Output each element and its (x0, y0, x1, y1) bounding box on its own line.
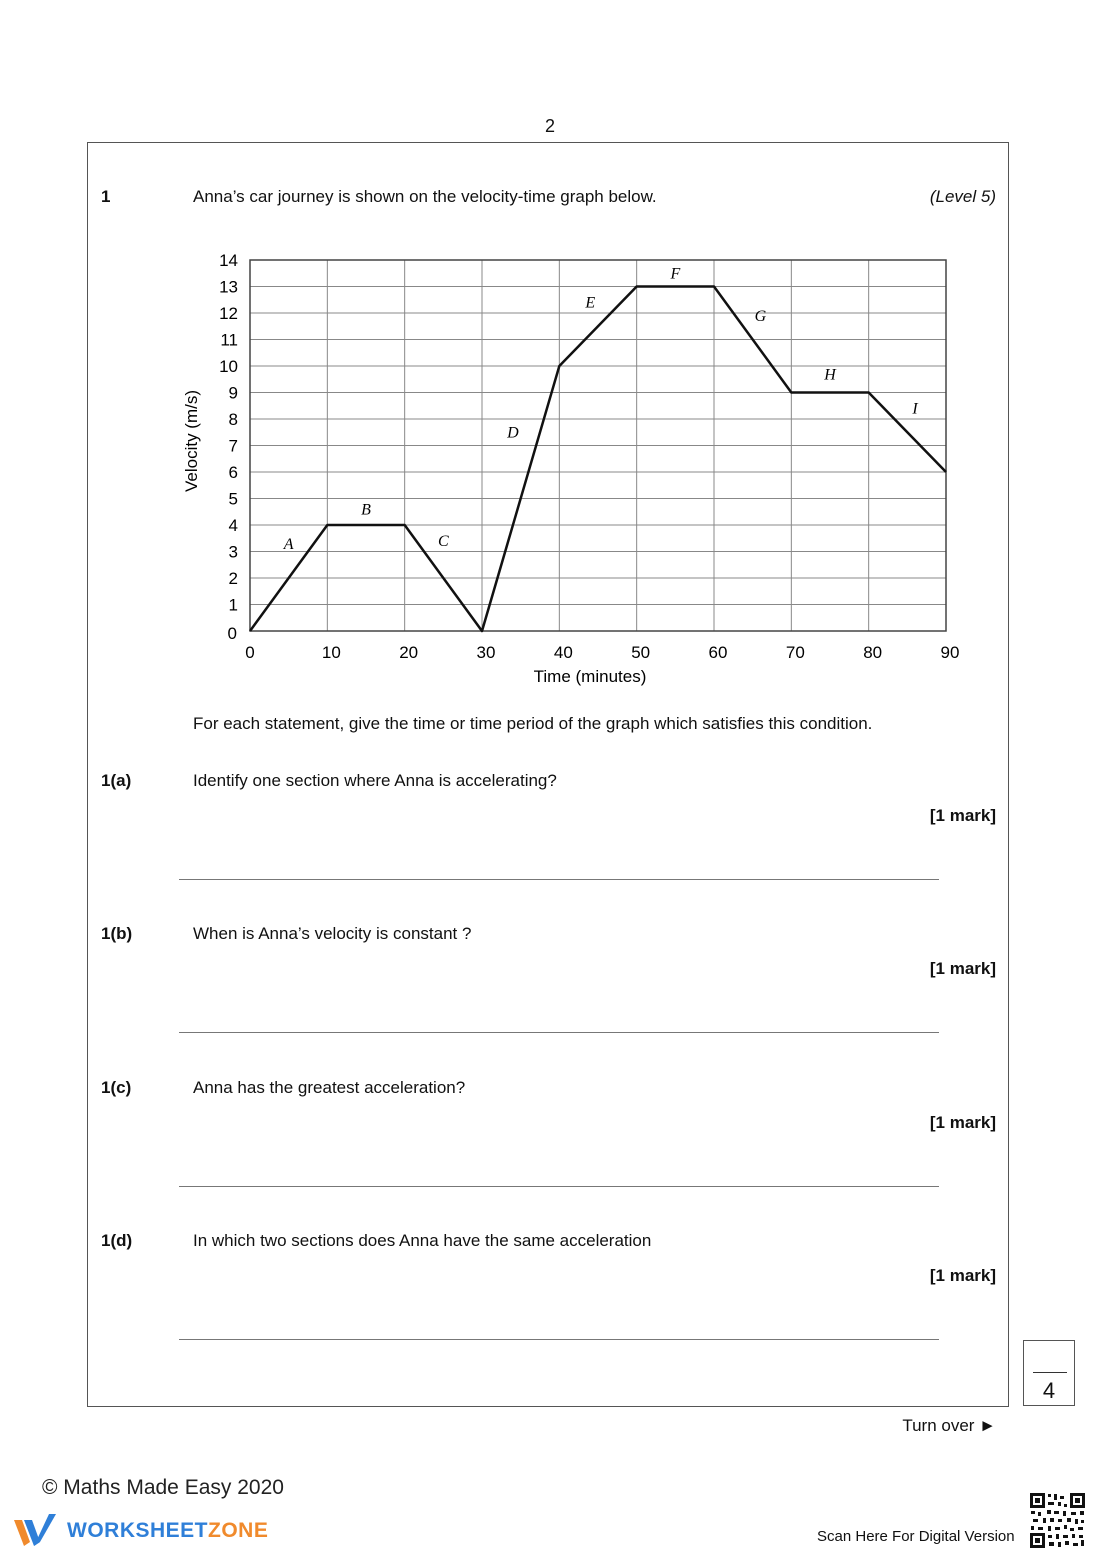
section-label-e: E (585, 294, 596, 312)
copyright-text: © Maths Made Easy 2020 (42, 1476, 284, 1499)
y-tick-label: 6 (228, 463, 238, 482)
x-tick-label: 80 (863, 643, 883, 662)
y-tick-label: 4 (228, 516, 238, 535)
section-label-g: G (754, 307, 767, 325)
part-d-label: 1(d) (101, 1231, 133, 1250)
section-label-i: I (912, 400, 918, 418)
turn-over-text: Turn over ► (902, 1416, 996, 1435)
x-tick-label: 70 (785, 643, 805, 662)
part-b-text: When is Anna’s velocity is constant ? (193, 924, 472, 943)
part-d-marks: [1 mark] (929, 1266, 996, 1285)
section-label-a: A (283, 535, 294, 553)
y-tick-label: 14 (219, 251, 238, 270)
brand-name[interactable] (67, 1519, 268, 1543)
x-axis-label: Time (minutes) (533, 667, 647, 686)
part-b-label: 1(b) (101, 924, 133, 943)
brand-name-part1: WORKSHEET (67, 1519, 208, 1542)
score-box-divider (1033, 1372, 1067, 1373)
y-tick-label: 12 (219, 304, 238, 323)
section-label-b: B (361, 501, 371, 519)
part-b-marks: [1 mark] (929, 959, 996, 978)
scan-text: Scan Here For Digital Version (817, 1528, 1015, 1545)
part-a-text: Identify one section where Anna is accelerating? (193, 771, 557, 790)
x-tick-label: 60 (708, 643, 728, 662)
x-tick-label: 90 (940, 643, 960, 662)
part-a-answer-line[interactable] (179, 879, 939, 880)
brand-name-part2: ZONE (208, 1519, 269, 1542)
part-b-answer-line[interactable] (179, 1032, 939, 1033)
y-tick-label: 0 (227, 624, 237, 643)
question-number: 1 (101, 187, 111, 206)
x-tick-label: 50 (631, 643, 651, 662)
page-number: 2 (544, 116, 555, 136)
part-c-marks: [1 mark] (929, 1113, 996, 1132)
chart-series (250, 287, 946, 632)
part-c-label: 1(c) (101, 1078, 132, 1097)
chart-grid (250, 260, 946, 631)
x-tick-label: 30 (476, 643, 496, 662)
part-a-marks: [1 mark] (929, 806, 996, 825)
score-total: 4 (1042, 1378, 1056, 1403)
part-a-label: 1(a) (101, 771, 132, 790)
y-tick-label: 3 (228, 542, 238, 562)
y-tick-label: 9 (228, 383, 238, 403)
question-text: Anna’s car journey is shown on the velocity-time graph below. (193, 187, 657, 206)
part-d-text: In which two sections does Anna have the same acceleration (193, 1231, 652, 1250)
section-label-h: H (824, 366, 836, 384)
section-label-f: F (670, 265, 681, 283)
x-tick-label: 20 (399, 643, 419, 662)
y-tick-label: 10 (219, 357, 238, 376)
y-tick-label: 2 (228, 569, 238, 588)
part-d-answer-line[interactable] (179, 1339, 939, 1340)
part-c-answer-line[interactable] (179, 1186, 939, 1187)
part-c-text: Anna has the greatest acceleration? (193, 1078, 466, 1097)
velocity-series-line (250, 287, 946, 632)
y-tick-label: 7 (228, 436, 238, 456)
x-tick-label: 0 (245, 643, 255, 662)
y-axis-label: Velocity (m/s) (182, 389, 201, 493)
y-tick-label: 11 (220, 330, 238, 350)
y-tick-label: 5 (228, 489, 238, 509)
x-tick-label: 10 (321, 643, 341, 662)
x-tick-label: 40 (553, 643, 573, 662)
qr-code-icon[interactable] (1029, 1492, 1086, 1549)
worksheetzone-logo-icon (14, 1514, 62, 1550)
velocity-time-chart (170, 245, 970, 695)
y-tick-label: 1 (228, 595, 238, 615)
question-level: (Level 5) (929, 187, 996, 206)
section-label-c: C (437, 533, 449, 551)
y-tick-label: 8 (228, 410, 238, 429)
y-tick-label: 13 (219, 277, 238, 297)
instruction-text: For each statement, give the time or time period of the graph which satisfies this condition. (193, 714, 873, 733)
section-label-d: D (507, 424, 519, 442)
chart-annotations (283, 266, 919, 553)
